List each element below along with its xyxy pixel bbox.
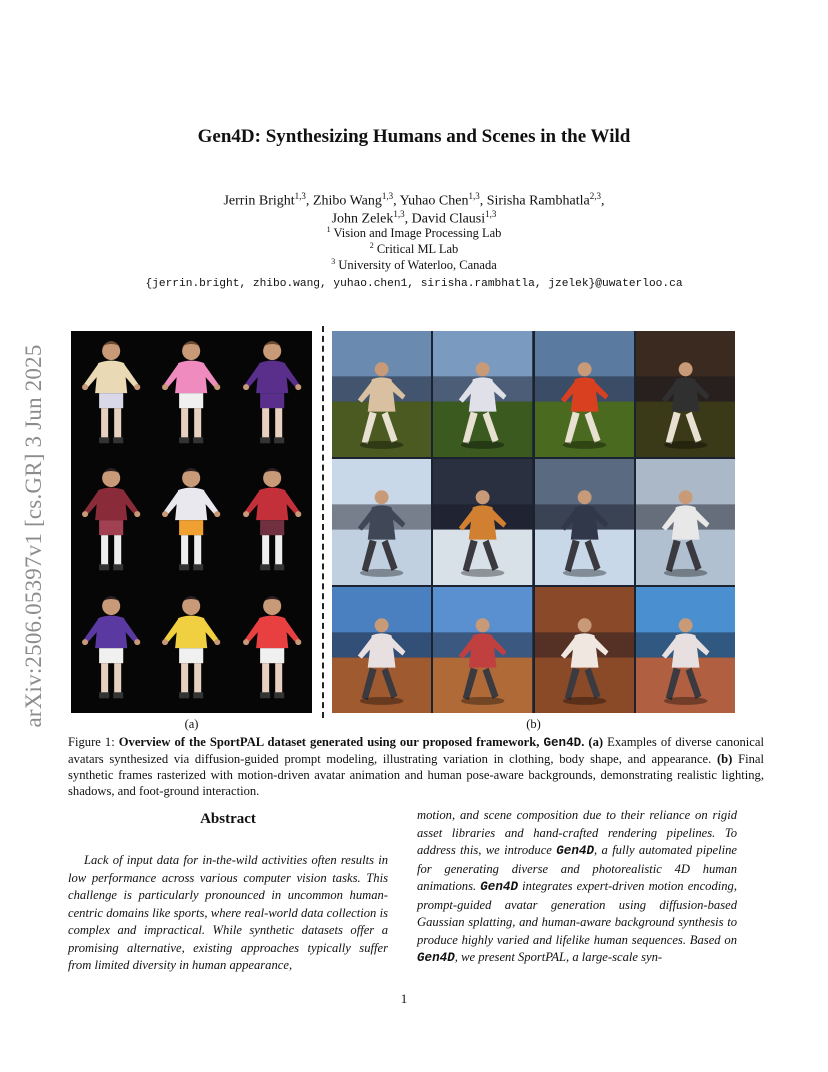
abstract-text: motion, and scene composition due to their reliance on rigid asset libraries and hand-crafted rendering pipelines. To address this, we introduce — [417, 808, 737, 857]
abstract-text: , we present SportPAL, a large-scale syn- — [454, 950, 663, 964]
figure-divider — [322, 326, 324, 718]
frame-soccer-3 — [535, 331, 634, 457]
caption-bold: Overview of the SportPAL dataset generated using our proposed framework, — [118, 735, 544, 749]
frame-soccer-2 — [433, 331, 532, 457]
avatar-baseball-3 — [232, 586, 312, 713]
method-name: Gen4D — [417, 951, 455, 965]
author-affiliation-sup: 1,3 — [485, 209, 497, 219]
author-separator: , — [479, 193, 487, 209]
frame-hockey-4 — [636, 459, 735, 585]
author-name: John Zelek — [331, 211, 394, 227]
affiliation-1 — [0, 225, 828, 241]
method-name: Gen4D — [556, 844, 595, 858]
frame-baseball-4 — [636, 587, 735, 713]
avatar-soccer-1 — [71, 331, 151, 458]
author-affiliation-sup: 1,3 — [294, 191, 306, 201]
frame-hockey-3 — [535, 459, 634, 585]
author-name: Sirisha Rambhatla — [486, 193, 590, 209]
frame-hockey-1 — [332, 459, 431, 585]
author-affiliation-sup: 1,3 — [381, 191, 394, 201]
frame-hockey-2 — [433, 459, 532, 585]
affiliation-text: University of Waterloo, Canada — [338, 258, 497, 273]
affiliation-2 — [0, 241, 828, 257]
figure-caption — [68, 734, 764, 799]
caption-text-b: Final synthetic frames rasterized with motion-driven avatar animation and human pose-aware backgrounds, demonstrating realistic lighting, shadows, and foot-ground interaction. — [68, 752, 764, 798]
caption-method-name: Gen4D — [543, 736, 582, 750]
caption-prefix: Figure 1: — [68, 735, 119, 749]
author-name: Yuhao Chen — [399, 193, 469, 209]
arxiv-stamp — [14, 306, 54, 766]
caption-bold-end: . — [581, 735, 585, 749]
method-name: Gen4D — [480, 880, 519, 894]
author-name: Zhibo Wang — [312, 193, 382, 209]
author-affiliation-sup: 2,3 — [589, 191, 601, 201]
author-affiliation-sup: 1,3 — [393, 209, 405, 219]
affiliation-3 — [0, 257, 828, 273]
abstract-column-right — [417, 807, 737, 968]
frame-soccer-4 — [636, 331, 735, 457]
avatar-soccer-3 — [232, 331, 312, 458]
page-number: 1 — [400, 991, 408, 1006]
figure-panel-b-frames — [332, 331, 735, 713]
panel-a-label: (a) — [184, 717, 199, 731]
avatar-baseball-2 — [151, 586, 231, 713]
author-name: David Clausi — [411, 211, 486, 227]
avatar-hockey-2 — [151, 458, 231, 585]
affiliation-text: Critical ML Lab — [376, 242, 459, 257]
caption-text-a: Examples of diverse canonical avatars synthesized via diffusion-guided prompt modeling, illustrating variation in clothing, body shape, and appearance. — [68, 735, 764, 766]
author-name: Jerrin Bright — [223, 193, 295, 209]
avatar-hockey-1 — [71, 458, 151, 585]
author-emails: {jerrin.bright, zhibo.wang, yuhao.chen1, sirisha.rambhatla, jzelek}@uwaterloo.ca — [145, 278, 683, 290]
author-separator: , — [601, 193, 605, 209]
caption-marker-b: (b) — [716, 752, 733, 766]
author-separator: , — [393, 193, 400, 209]
affiliation-number: 2 — [369, 241, 374, 250]
avatar-hockey-3 — [232, 458, 312, 585]
author-affiliation-sup: 1,3 — [468, 191, 480, 201]
author-separator: , — [305, 193, 313, 209]
author-separator: , — [404, 211, 412, 227]
affiliation-number: 1 — [326, 225, 331, 234]
panel-b-label: (b) — [526, 717, 541, 731]
abstract-text: integrates expert-driven motion encoding, prompt-guided avatar generation using diffusion-based Gaussian splatting, and human-aware background synthesis to produce highly varied and lifelike human sequences. Based on — [417, 879, 737, 947]
frame-baseball-3 — [535, 587, 634, 713]
figure-panel-a-avatars — [71, 331, 312, 713]
frame-baseball-2 — [433, 587, 532, 713]
paper-title: Gen4D: Synthesizing Humans and Scenes in the Wild — [197, 126, 631, 147]
abstract-heading: Abstract — [200, 811, 256, 827]
abstract-column-left: Lack of input data for in-the-wild activities often results in low performance across various computer vision tasks. This challenge is particularly pronounced in uncommon human-centric domains like sports, where real-world data collection is complex and impractical. While synthetic datasets offer a promising alternative, existing approaches typically suffer from limited diversity in human appearance, — [68, 853, 388, 972]
caption-marker-a: (a) — [588, 735, 604, 749]
abstract-text: , a fully automated pipeline for generating diverse and photorealistic 4D human animations. — [417, 843, 737, 893]
frame-soccer-1 — [332, 331, 431, 457]
affiliation-text: Vision and Image Processing Lab — [333, 226, 502, 241]
avatar-soccer-2 — [151, 331, 231, 458]
avatar-baseball-1 — [71, 586, 151, 713]
affiliation-number: 3 — [331, 257, 336, 266]
arxiv-id: arXiv:2506.05397v1 [cs.GR] 3 Jun 2025 — [21, 344, 46, 728]
frame-baseball-1 — [332, 587, 431, 713]
